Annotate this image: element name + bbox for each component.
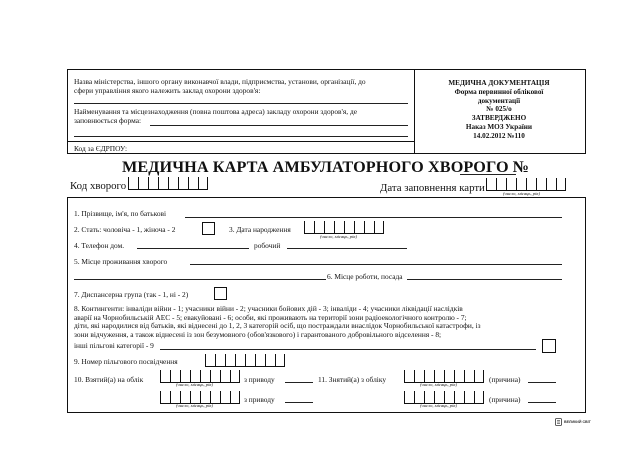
registered-reason-input[interactable] bbox=[285, 382, 313, 383]
patient-code-cells[interactable] bbox=[128, 177, 208, 190]
approval-line3: документації bbox=[477, 96, 521, 105]
deregistered-cause2-label: (причина) bbox=[489, 395, 521, 404]
field8-other-label: інші пільгові категорії - 9 bbox=[74, 341, 154, 350]
field8-line3: діти, які народилися від батьків, які віднесені до 1, 2, 3 категорій осіб, що постраждали внаслідок Чорнобильської катастрофи, із bbox=[74, 321, 481, 331]
field8-text bbox=[74, 305, 569, 340]
field7-label: 7. Диспансерна група (так - 1, ні - 2) bbox=[74, 290, 189, 299]
field8-line4: зони відчуження, а також віднесені із зон безумовного (обов'язкового) і гарантованого добровільного відселення - 8; bbox=[74, 329, 442, 339]
fill-date-cells[interactable] bbox=[486, 178, 566, 191]
workplace-input[interactable] bbox=[407, 279, 562, 280]
field11-label: 11. Знятий(а) з обліку bbox=[318, 375, 387, 384]
other-categories-input[interactable] bbox=[160, 349, 536, 350]
ministry-label-line2: сфери управління якого належить заклад охорони здоров'я: bbox=[74, 86, 261, 95]
approval-line2: Форма первинної облікової bbox=[454, 87, 544, 96]
work-phone-input[interactable] bbox=[287, 248, 407, 249]
work-phone-label: робочий bbox=[254, 241, 281, 250]
field5-label: 5. Місце проживання хворого bbox=[74, 257, 168, 266]
registered-reason-label: з приводу bbox=[244, 375, 275, 384]
approval-block bbox=[419, 79, 579, 140]
publisher-emblem-icon bbox=[555, 418, 562, 426]
home-phone-input[interactable] bbox=[137, 248, 249, 249]
header-divider bbox=[414, 69, 415, 154]
fill-date-label: Дата заповнення карти bbox=[380, 182, 485, 194]
deregistered-date-hint: (число, місяць, рік) bbox=[420, 382, 458, 387]
card-number-input[interactable] bbox=[460, 174, 516, 175]
field8-line1: 8. Контингенти: інваліди війни - 1; учасники війни - 2; учасники бойових дій - 3; інваліди - 4; учасники ліквідації наслідків bbox=[74, 304, 463, 313]
patient-code-label: Код хворого bbox=[70, 180, 127, 192]
field1-label: 1. Прізвище, ім'я, по батькові bbox=[74, 209, 167, 218]
registered-date2-hint: (число, місяць, рік) bbox=[176, 403, 214, 408]
residence-input-line2[interactable] bbox=[74, 279, 326, 280]
approval-line1: МЕДИЧНА ДОКУМЕНТАЦІЯ bbox=[448, 79, 550, 87]
approval-line7: 14.02.2012 №110 bbox=[473, 131, 525, 140]
edrpou-label: Код за ЄДРПОУ: bbox=[74, 144, 127, 153]
registered-reason2-label: з приводу bbox=[244, 395, 275, 404]
contingent-input[interactable] bbox=[542, 339, 556, 353]
registered-date-hint: (число, місяць, рік) bbox=[176, 382, 214, 387]
sex-input[interactable] bbox=[202, 222, 215, 235]
field10-label: 10. Взятий(а) на облік bbox=[74, 375, 144, 384]
facility-label-line2: заповнюється форма: bbox=[74, 116, 142, 125]
approval-line6: Наказ МОЗ України bbox=[465, 122, 533, 131]
field2-label: 2. Стать: чоловіча - 1, жіноча - 2 bbox=[74, 225, 176, 234]
deregistered-cause2-input[interactable] bbox=[528, 402, 556, 403]
birth-date-hint: (число, місяць, рік) bbox=[320, 234, 358, 239]
birth-date-cells[interactable] bbox=[304, 221, 384, 234]
page-title: МЕДИЧНА КАРТА АМБУЛАТОРНОГО ХВОРОГО № bbox=[122, 158, 530, 176]
deregistered-cause-input[interactable] bbox=[528, 382, 556, 383]
deregistered-date2-hint: (число, місяць, рік) bbox=[420, 403, 458, 408]
publisher-name: ВЕЛИКИЙ СВІТ bbox=[564, 420, 591, 424]
benefit-certificate-cells[interactable] bbox=[205, 354, 285, 367]
publisher-logo bbox=[555, 418, 591, 426]
facility-input-line1[interactable] bbox=[150, 125, 408, 126]
deregistered-cause-label: (причина) bbox=[489, 375, 521, 384]
field4-label: 4. Телефон дом. bbox=[74, 241, 125, 250]
approval-line4: № 025/о bbox=[486, 105, 512, 114]
facility-input-line2[interactable] bbox=[74, 136, 408, 137]
ministry-label-line1: Назва міністерства, іншого органу виконавчої влади, підприємства, установи, організації, до bbox=[74, 77, 366, 86]
dispensary-group-input[interactable] bbox=[214, 287, 227, 300]
field6-label: 6. Місце роботи, посада bbox=[327, 272, 403, 281]
field9-label: 9. Номер пільгового посвідчення bbox=[74, 357, 178, 366]
edrpou-divider bbox=[67, 141, 414, 142]
fill-date-hint: (число, місяць, рік) bbox=[503, 191, 541, 196]
residence-input-line1[interactable] bbox=[190, 264, 562, 265]
ministry-input[interactable] bbox=[74, 103, 408, 104]
approval-line5: ЗАТВЕРДЖЕНО bbox=[471, 114, 527, 123]
facility-label-line1: Найменування та місцезнаходження (повна поштова адреса) закладу охорони здоров'я, де bbox=[74, 107, 358, 116]
field3-label: 3. Дата народження bbox=[229, 225, 291, 234]
registered-reason2-input[interactable] bbox=[285, 402, 313, 403]
field8-line2: аварії на Чорнобильській АЕС - 5; евакуйовані - 6; особи, які проживають на території зони радіоекологічного контролю - 7; bbox=[74, 312, 467, 322]
full-name-input[interactable] bbox=[185, 217, 562, 218]
